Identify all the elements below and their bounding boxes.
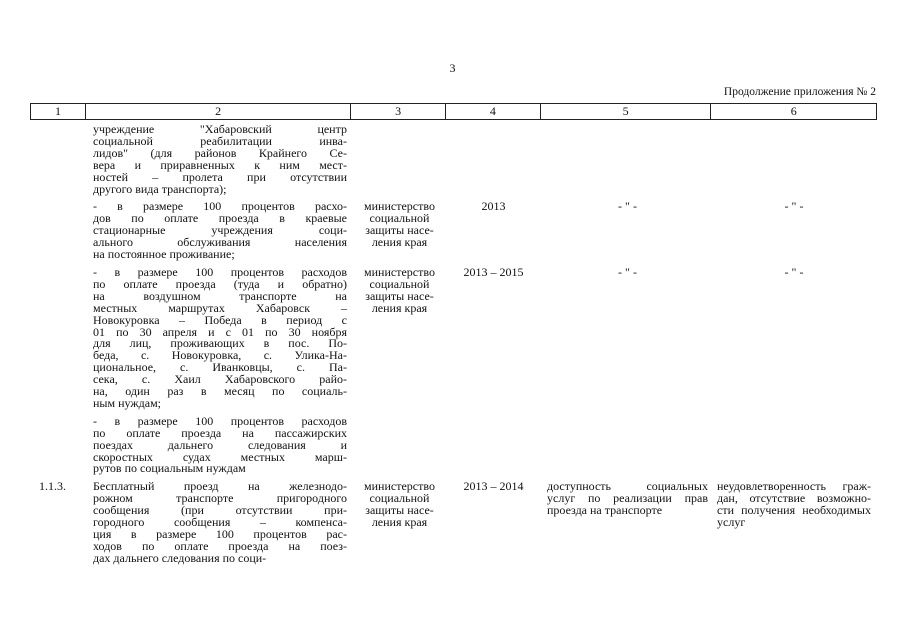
executor <box>351 416 446 476</box>
cell-line: скоростных судах местных марш- <box>93 449 347 464</box>
cell-line: сти получения необходимых <box>717 503 871 518</box>
cell-line: ходов по оплате проезда на поез- <box>93 538 347 553</box>
table-row <box>30 481 877 564</box>
continuation-note: Продолжение приложения № 2 <box>723 86 876 98</box>
period: 2013 – 2015 <box>463 264 524 279</box>
cell-line: поездах дальнего следования и <box>93 437 347 452</box>
cell-line: социальной <box>369 211 430 226</box>
period: 2013 – 2014 <box>463 479 524 494</box>
cell-line: рутов по социальным нуждам <box>93 461 246 476</box>
cell-line: дах дальнего следования по соци- <box>93 550 267 565</box>
column-header-2: 2 <box>86 104 351 119</box>
table-row <box>30 201 877 261</box>
risk-consequence <box>712 481 877 564</box>
cell-line: на воздушном транспорте на <box>93 288 347 303</box>
cell-line: на постоянное проживание; <box>93 247 235 262</box>
period: 2013 <box>481 199 506 214</box>
cell-line: сека, с. Хаил Хабаровского райо- <box>93 372 347 387</box>
cell-line: - " - <box>784 199 804 214</box>
cell-line: ция в размере 100 процентов рас- <box>93 527 347 541</box>
cell-line: ления края <box>371 235 428 250</box>
cell-line: Бесплатный проезд на железнодо- <box>93 479 347 494</box>
cell-line: - " - <box>618 264 637 279</box>
cell-line: беда, с. Новокуровка, с. Улика-На- <box>93 348 347 363</box>
column-header-3: 3 <box>351 104 446 119</box>
cell-line: проезда на транспорте <box>547 503 663 518</box>
measure-description <box>85 264 351 410</box>
cell-line: сообщения (при отсутствии при- <box>93 503 347 518</box>
column-header-1: 1 <box>31 104 86 119</box>
cell-line: другого вида транспорта); <box>93 181 227 196</box>
cell-line: местных маршрутах Хабаровск – <box>93 300 347 315</box>
column-header-5: 5 <box>541 104 712 119</box>
cell-line: ления края <box>371 300 428 315</box>
page-number: 3 <box>449 61 456 75</box>
cell-line: услуг <box>717 515 746 530</box>
cell-line: городного сообщения – компенса- <box>93 515 347 530</box>
cell-line: учреждение "Хабаровский центр <box>93 122 347 136</box>
cell-line: на, один раз в месяц по социаль- <box>93 384 347 399</box>
cell-line: доступность социальных <box>547 479 708 494</box>
period <box>446 124 541 195</box>
risk-consequence <box>712 416 877 476</box>
measure-description <box>85 413 351 476</box>
cell-line: ностей – пролета при отсутствии <box>93 169 347 184</box>
cell-line: министерство <box>364 479 435 494</box>
cell-line: вера и приравненных к ним мест- <box>93 157 347 172</box>
cell-line: министерство <box>364 199 435 214</box>
executor <box>351 124 446 195</box>
measure-description <box>85 124 351 195</box>
cell-line: лидов" (для районов Крайнего Се- <box>93 145 347 160</box>
item-number: 1.1.3. <box>39 479 66 494</box>
measure-description <box>85 201 351 261</box>
table-row <box>30 413 877 476</box>
expected-result <box>541 416 712 476</box>
measure-description <box>85 481 351 564</box>
item-number <box>30 416 85 476</box>
cell-line: ления края <box>371 515 428 530</box>
executor <box>351 201 446 261</box>
expected-result <box>541 124 712 195</box>
cell-line: рожном транспорте пригородного <box>93 491 347 506</box>
cell-line: - в размере 100 процентов расходов <box>93 413 347 428</box>
cell-line: социальной <box>369 276 430 291</box>
cell-line: циональное, с. Иванковцы, с. Па- <box>93 360 347 375</box>
table-body <box>30 124 877 571</box>
cell-line: по оплате проезда на пассажирских <box>93 425 347 440</box>
item-number <box>30 124 85 195</box>
risk-consequence <box>712 124 877 195</box>
period <box>446 416 541 476</box>
cell-line: - в размере 100 процентов расхо- <box>93 199 347 214</box>
cell-line: ального обслуживания населения <box>93 235 347 250</box>
cell-line: стационарные учреждения соци- <box>93 223 347 238</box>
cell-line: 01 по 30 апреля и с 01 по 30 ноября <box>93 324 347 339</box>
table-row <box>30 124 877 195</box>
cell-line: по оплате проезда (туда и обратно) <box>93 276 347 291</box>
item-number <box>30 201 85 261</box>
cell-line: неудовлетворенность граж- <box>717 479 871 494</box>
cell-line: социальной реабилитации инва- <box>93 133 347 148</box>
cell-line: - в размере 100 процентов расходов <box>93 264 347 279</box>
risk-consequence <box>712 264 877 410</box>
expected-result <box>541 264 712 410</box>
cell-line: защиты насе- <box>365 288 434 303</box>
cell-line: дан, отсутствие возможно- <box>717 491 871 506</box>
cell-line: - " - <box>618 199 637 214</box>
item-number <box>30 267 85 410</box>
cell-line: ным нуждам; <box>93 395 161 410</box>
cell-line: услуг по реализации прав <box>547 491 708 506</box>
executor <box>351 264 446 410</box>
risk-consequence <box>712 201 877 261</box>
cell-line: Новокуровка – Победа в период с <box>93 312 347 327</box>
expected-result <box>541 201 712 261</box>
column-header-4: 4 <box>446 104 541 119</box>
column-header-6: 6 <box>790 104 797 118</box>
cell-line: для лиц, проживающих в пос. По- <box>93 336 347 351</box>
cell-line: министерство <box>364 264 435 279</box>
cell-line: социальной <box>369 491 430 506</box>
cell-line: - " - <box>784 264 804 279</box>
table-header-row <box>30 103 877 120</box>
executor <box>351 481 446 564</box>
expected-result <box>541 481 712 564</box>
cell-line: дов по оплате проезда в краевые <box>93 211 347 226</box>
table-row <box>30 264 877 410</box>
cell-line: защиты насе- <box>365 503 434 518</box>
cell-line: защиты насе- <box>365 223 434 238</box>
